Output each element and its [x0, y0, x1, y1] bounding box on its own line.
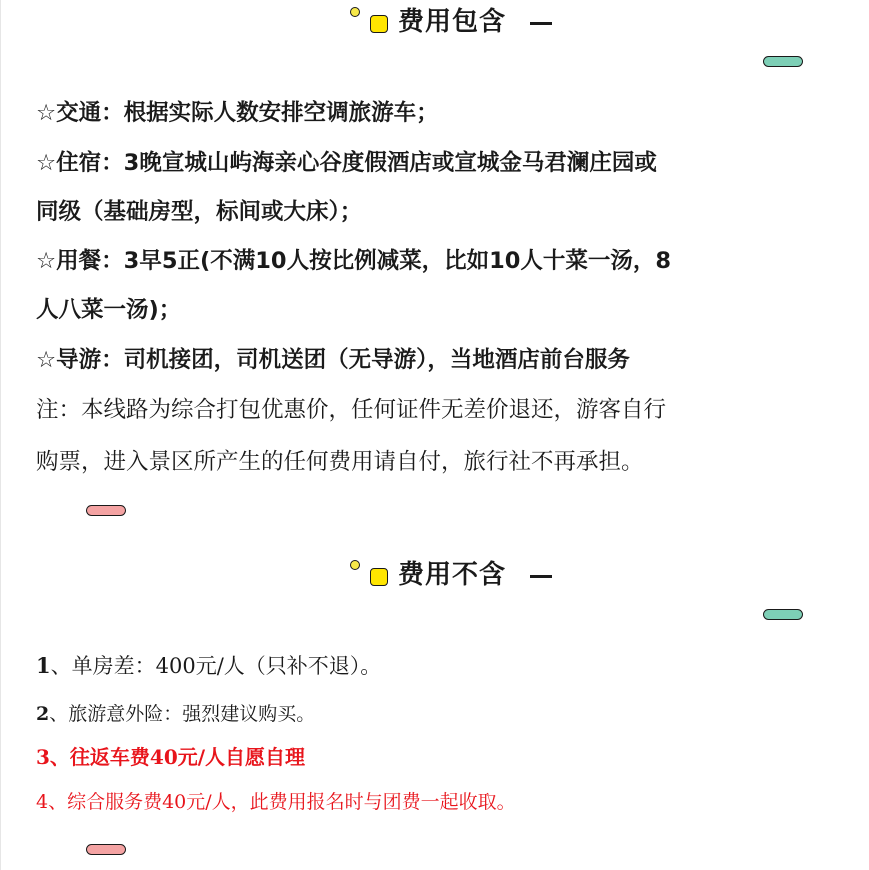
item-text: 、往返车费40元/人自愿自理	[49, 745, 306, 769]
included-line-meals: ☆用餐：3早5正(不满10人按比例减菜，比如10人十菜一汤，8	[36, 248, 672, 274]
heading-fee-included	[0, 4, 869, 44]
pink-pill-decoration	[86, 505, 126, 516]
included-line-transport: ☆交通：根据实际人数安排空调旅游车；	[36, 100, 439, 126]
dash-icon	[530, 22, 552, 25]
yellow-dot-icon	[350, 560, 360, 570]
item-text: 、旅游意外险：强烈建议购买。	[49, 703, 316, 725]
excluded-item-2	[36, 699, 315, 729]
item-number: 3	[36, 745, 50, 769]
teal-pill-decoration	[763, 609, 803, 620]
note-line-1: 注：本线路为综合打包优惠价，任何证件无差价退还，游客自行	[36, 397, 667, 423]
note-line-2: 购票，进入景区所产生的任何费用请自付，旅行社不再承担。	[36, 449, 644, 475]
yellow-dot-icon	[350, 7, 360, 17]
dash-icon	[530, 575, 552, 578]
included-line-meals-cont: 人八菜一汤)；	[36, 297, 182, 323]
item-number: 4	[36, 791, 49, 813]
teal-pill-decoration	[763, 56, 803, 67]
excluded-item-3	[36, 742, 305, 772]
pink-pill-decoration	[86, 844, 126, 855]
included-line-lodging: ☆住宿：3晚宣城山屿海亲心谷度假酒店或宣城金马君澜庄园或	[36, 150, 657, 176]
excluded-item-4	[36, 787, 516, 817]
page-border	[0, 0, 1, 870]
item-text: 、单房差：400元/人（只补不退）。	[50, 654, 382, 678]
heading-fee-excluded	[0, 557, 869, 597]
included-line-lodging-cont: 同级（基础房型，标间或大床）；	[36, 199, 363, 225]
included-line-guide: ☆导游：司机接团，司机送团（无导游），当地酒店前台服务	[36, 347, 630, 373]
item-number: 1	[36, 653, 51, 678]
item-text: 、综合服务费40元/人，此费用报名时与团费一起收取。	[48, 791, 516, 813]
item-number: 2	[36, 703, 50, 725]
yellow-square-icon	[370, 15, 388, 33]
excluded-item-1	[36, 651, 381, 681]
section-title: 费用包含	[398, 7, 507, 37]
yellow-square-icon	[370, 568, 388, 586]
section-title: 费用不含	[398, 560, 507, 590]
